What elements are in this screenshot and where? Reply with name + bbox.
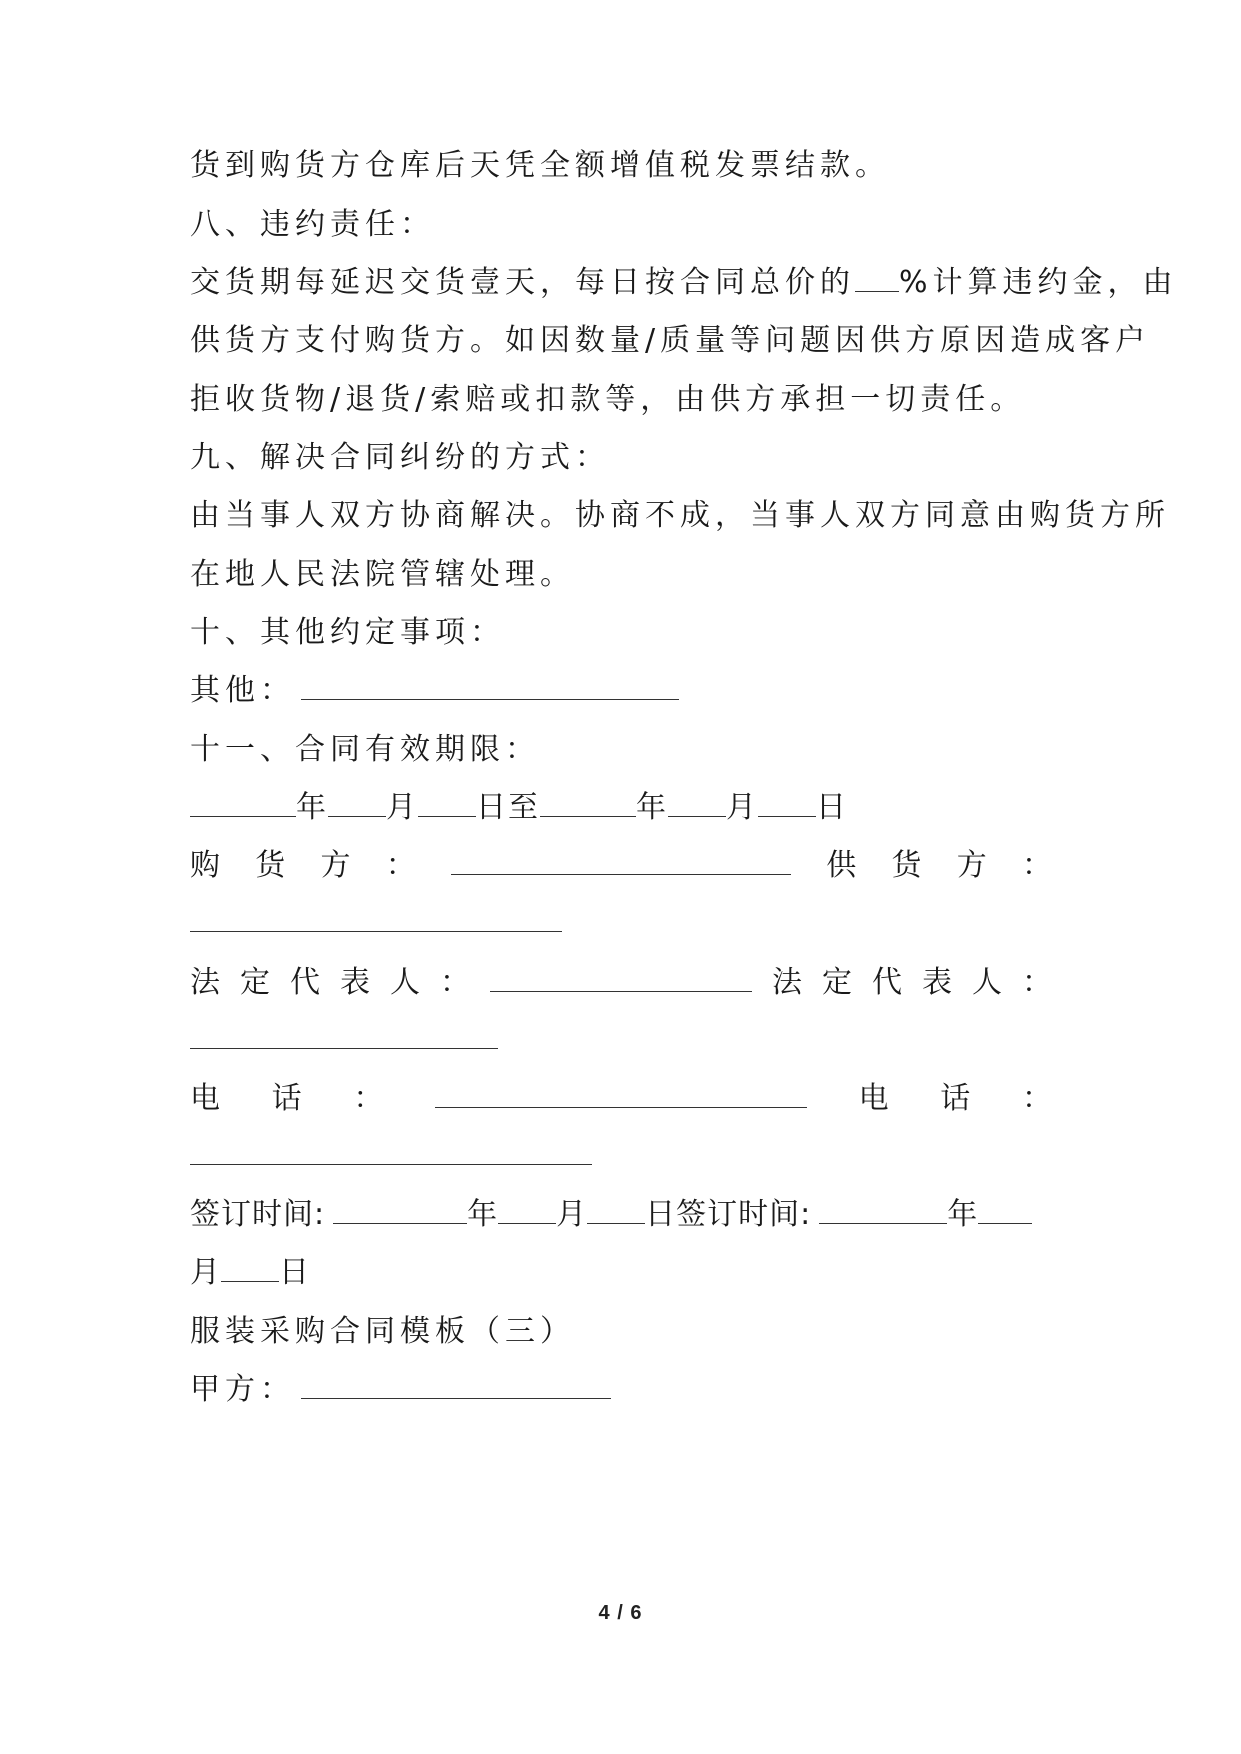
paragraph-penalty-line-1: 交货期每延迟交货壹天，每日按合同总价的 %计算违约金，由	[190, 265, 1178, 300]
field-telephones: 电 话 ： 电 话 ：	[190, 1081, 1052, 1116]
paragraph-penalty-line-3: 拒收货物/退货/索赔或扣款等，由供方承担一切责任。	[190, 382, 1026, 417]
page-number: 4 / 6	[598, 1602, 643, 1624]
heading-breach-liability: 八、违约责任：	[190, 207, 435, 242]
field-supplier-blank-line	[190, 903, 1052, 943]
field-signing-dates: 签订时间: 年 月 日签订时间: 年	[190, 1195, 1052, 1235]
blank-supplier-sign-year[interactable]	[819, 1195, 947, 1224]
blank-end-day[interactable]	[758, 788, 816, 817]
blank-end-month[interactable]	[668, 788, 726, 817]
blank-other[interactable]	[301, 671, 679, 700]
blank-buyer-sign-month[interactable]	[498, 1195, 556, 1224]
heading-dispute-resolution: 九、解决合同纠纷的方式：	[190, 440, 610, 475]
blank-buyer-telephone[interactable]	[435, 1079, 807, 1108]
field-party-a: 甲方：	[190, 1370, 1052, 1410]
paragraph-dispute-line-2: 在地人民法院管辖处理。	[190, 557, 575, 592]
blank-buyer-sign-day[interactable]	[587, 1195, 645, 1224]
field-legal-representatives: 法 定 代 表 人 ： 法 定 代 表 人 ：	[190, 965, 1052, 1000]
field-supplier-representative-line	[190, 1020, 1052, 1060]
field-signing-dates-continued: 月 日	[190, 1255, 310, 1290]
blank-supplier-representative[interactable]	[190, 1020, 498, 1049]
blank-supplier-sign-month-a[interactable]	[978, 1195, 1032, 1224]
paragraph-payment-terms: 货到购货方仓库后天凭全额增值税发票结款。	[190, 148, 890, 183]
field-supplier-telephone-line	[190, 1136, 1052, 1176]
blank-buyer-representative[interactable]	[490, 963, 752, 992]
blank-buyer-sign-year[interactable]	[333, 1195, 467, 1224]
heading-other-matters: 十、其他约定事项：	[190, 615, 505, 650]
blank-party-a[interactable]	[301, 1370, 611, 1399]
heading-validity-period: 十一、合同有效期限：	[190, 732, 540, 767]
blank-supplier[interactable]	[190, 903, 562, 932]
blank-end-year[interactable]	[540, 788, 636, 817]
blank-start-day[interactable]	[418, 788, 476, 817]
field-buyer-supplier: 购 货 方 ： 供 货 方 ：	[190, 848, 1052, 883]
blank-supplier-sign-month[interactable]	[221, 1253, 279, 1282]
blank-start-year[interactable]	[190, 788, 296, 817]
blank-start-month[interactable]	[328, 788, 386, 817]
paragraph-penalty-line-2: 供货方支付购货方。如因数量/质量等问题因供方原因造成客户	[190, 323, 1151, 358]
paragraph-dispute-line-1: 由当事人双方协商解决。协商不成，当事人双方同意由购货方所	[190, 498, 1170, 533]
field-other: 其他：	[190, 671, 1052, 711]
blank-penalty-percent[interactable]	[855, 263, 899, 292]
field-validity-dates: 年 月 日至 年 月 日	[190, 788, 1052, 828]
blank-buyer[interactable]	[451, 846, 791, 875]
section-title-template-3: 服装采购合同模板（三）	[190, 1314, 575, 1349]
blank-supplier-telephone[interactable]	[190, 1136, 592, 1165]
